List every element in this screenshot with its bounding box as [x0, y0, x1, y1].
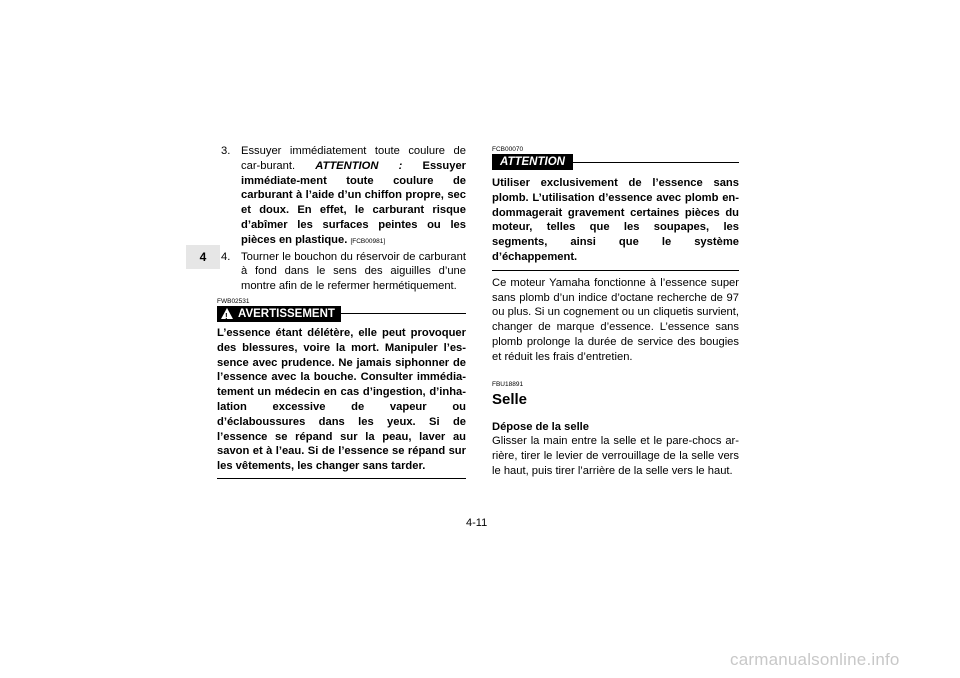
step-number: 4.: [221, 250, 231, 263]
section-text: Glisser la main entre la selle et le pare-chocs ar-rière, tirer le levier de verrouillage de la selle vers le haut, puis tirer l’arrière de la selle vers le haut.: [492, 435, 739, 477]
page-number: 4-11: [466, 517, 488, 529]
section-subtitle: Dépose de la selle: [492, 420, 590, 433]
banner-rule: [573, 162, 739, 163]
watermark: carmanualsonline.info: [730, 650, 900, 669]
chapter-tab: 4: [186, 245, 220, 269]
step-3: [217, 144, 466, 250]
step-4: [217, 250, 466, 294]
caution-banner: ATTENTION: [492, 154, 573, 170]
banner-rule: [341, 313, 466, 314]
warning-text: L’essence étant délétère, elle peut provoquer des blessures, voire la mort. Manipuler l’es-sence avec prudence. Ne jamais siphonner de l’essence avec la bouche. Consulter immédia-tement un médecin en cas d’ingestion, d’inha-lation excessive de vapeur ou d’éclaboussures dans les yeux. Si de l’essence se répand sur la peau, laver au savon et à l’eau. Si de l’essence se répand sur les vêtements, les changer sans tarder.: [217, 326, 466, 473]
warning-banner-row: [217, 306, 466, 322]
warning-label: AVERTISSEMENT: [238, 307, 335, 320]
caution-bottom-rule: [492, 270, 739, 271]
step-text: Essuyer immédiatement toute coulure de car-burant.: [241, 145, 466, 172]
section-title: Selle: [492, 390, 528, 408]
caution-code: FCB00070: [492, 146, 524, 153]
warning-banner: [217, 306, 341, 322]
caution-banner-row: [492, 154, 739, 170]
warning-code: FWB02531: [217, 297, 250, 305]
step-number: 3.: [221, 145, 231, 157]
step-text: Tourner le bouchon du réservoir de carburant à fond dans le sens des aiguilles d’une montre afin de le refermer hermétiquement.: [241, 250, 466, 293]
right-column: [492, 144, 739, 479]
caution-code: [FCB00981]: [350, 237, 386, 245]
fuel-paragraph: Ce moteur Yamaha fonctionne à l’essence super sans plomb d’un indice d’octane recherche de 97 ou plus. Si un cognement ou un cliquetis survient, changer de marque d’essence. L’essence sans plomb prolonge la durée de service des bougies et réduit les frais d’entretien.: [492, 276, 739, 363]
inline-caution-text: Essuyer immédiate-ment toute coulure de carburant à l’aide d’un chiffon propre, sec et doux. En effet, le carburant risque d’abîmer les surfaces peintes ou les pièces en plastique.: [241, 159, 467, 246]
inline-caution-label: ATTENTION :: [315, 159, 403, 172]
warning-triangle-icon: !: [221, 308, 233, 319]
caution-text: Utiliser exclusivement de l’essence sans plomb. L’utilisation d’essence avec plomb en-dommagerait gravement certaines pièces du moteur, telles que les soupapes, les segments, ainsi que le système d’échappement.: [492, 177, 739, 263]
section-code: FBU18891: [492, 380, 524, 388]
warning-bottom-rule: [217, 478, 466, 479]
left-column: [217, 144, 466, 479]
